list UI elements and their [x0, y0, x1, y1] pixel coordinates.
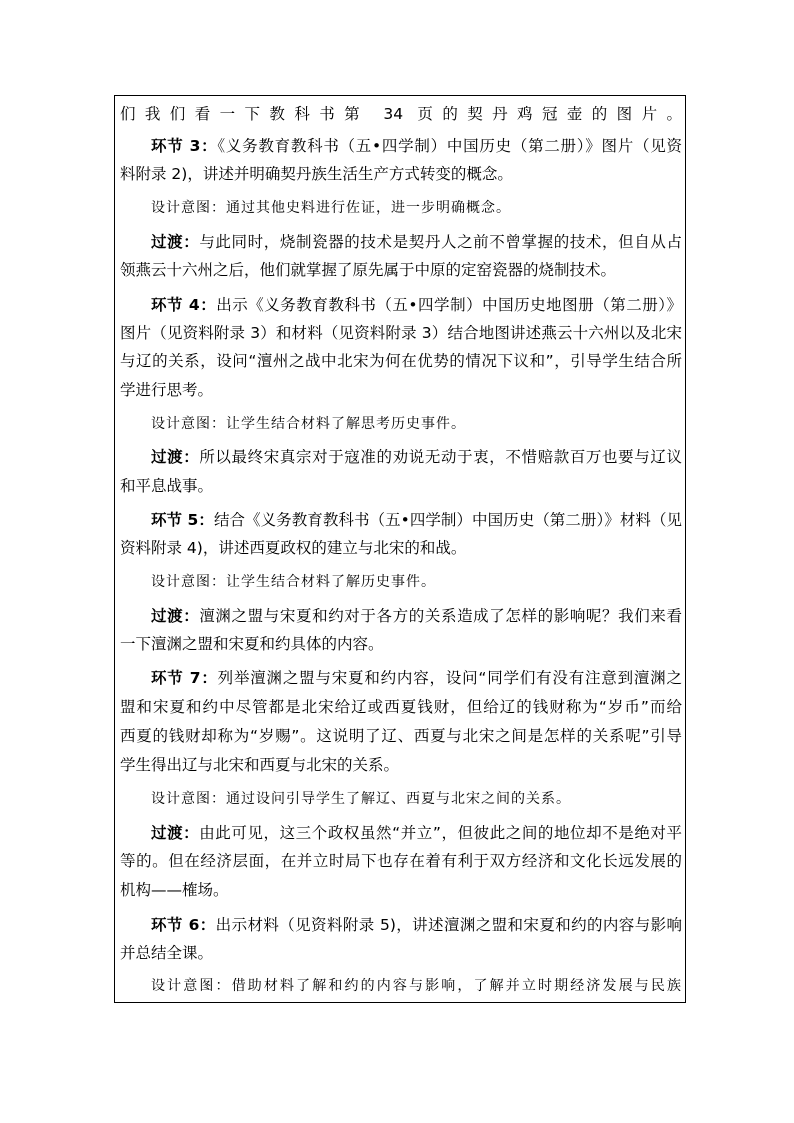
text-line: 料附录 2)，讲述并明确契丹族生活生产方式转变的概念。 [120, 165, 513, 183]
text-line: 资料附录 4)，讲述西夏政权的建立与北宋的和战。 [120, 539, 467, 557]
text-line: 并总结全课。 [120, 944, 214, 962]
text-line: 环节 4：出示《义务教育教科书（五•四学制）中国历史地图册（第二册）》 [151, 296, 682, 314]
text-line: 环节 5：结合《义务教育教科书（五•四学制）中国历史（第二册）》材料（见 [151, 511, 682, 529]
text-line: 环节 6：出示材料（见资料附录 5)，讲述澶渊之盟和宋夏和约的内容与影响 [151, 916, 682, 934]
text-line: 学进行思考。 [120, 381, 214, 399]
text-line: 与辽的关系，设问“澶州之战中北宋为何在优势的情况下议和”，引导学生结合所 [120, 352, 682, 370]
text-line: 环节 7：列举澶渊之盟与宋夏和约内容，设问“同学们有没有注意到澶渊之 [151, 669, 682, 687]
design-intent-line: 设计意图：让学生结合材料了解历史事件。 [151, 574, 436, 590]
text-line: 一下澶渊之盟和宋夏和约具体的内容。 [120, 635, 384, 653]
text-line: 图片（见资料附录 3）和材料（见资料附录 3）结合地图讲述燕云十六州以及北宋 [120, 324, 682, 342]
design-intent-line: 设计意图：让学生结合材料了解思考历史事件。 [151, 416, 466, 432]
text-line: 环节 3：《义务教育教科书（五•四学制）中国历史（第二册）》图片（见资 [151, 137, 682, 155]
text-line: 盟和宋夏和约中尽管都是北宋给辽或西夏钱财，但给辽的钱财称为“岁币”而给 [120, 698, 682, 716]
text-line: 们我们看一下教科书第 34 页的契丹鸡冠壶的图片。 [120, 105, 682, 123]
text-line: 西夏的钱财却称为“岁赐”。这说明了辽、西夏与北宋之间是怎样的关系呢”引导 [120, 727, 682, 745]
text-line: 学生得出辽与北宋和西夏与北宋的关系。 [120, 756, 400, 774]
design-intent-line: 设计意图：借助材料了解和约的内容与影响，了解并立时期经济发展与民族 [151, 978, 682, 994]
text-line: 领燕云十六州之后，他们就掌握了原先属于中原的定窑瓷器的烧制技术。 [120, 261, 617, 279]
design-intent-line: 设计意图：通过设问引导学生了解辽、西夏与北宋之间的关系。 [151, 791, 571, 807]
text-line: 过渡：澶渊之盟与宋夏和约对于各方的关系造成了怎样的影响呢？我们来看 [151, 607, 682, 625]
text-line: 过渡：所以最终宋真宗对于寇准的劝说无动于衷，不惜赔款百万也要与辽议 [151, 448, 682, 466]
text-line: 过渡：由此可见，这三个政权虽然“并立”，但彼此之间的地位却不是绝对平 [151, 824, 682, 842]
text-line: 等的。但在经济层面，在并立时局下也存在着有利于双方经济和文化长远发展的 [120, 852, 682, 870]
design-intent-line: 设计意图：通过其他史料进行佐证，进一步明确概念。 [151, 200, 511, 216]
text-line: 和平息战事。 [120, 477, 214, 495]
text-line: 机构——榷场。 [120, 881, 229, 899]
text-line: 过渡：与此同时，烧制瓷器的技术是契丹人之前不曾掌握的技术，但自从占 [151, 233, 682, 251]
